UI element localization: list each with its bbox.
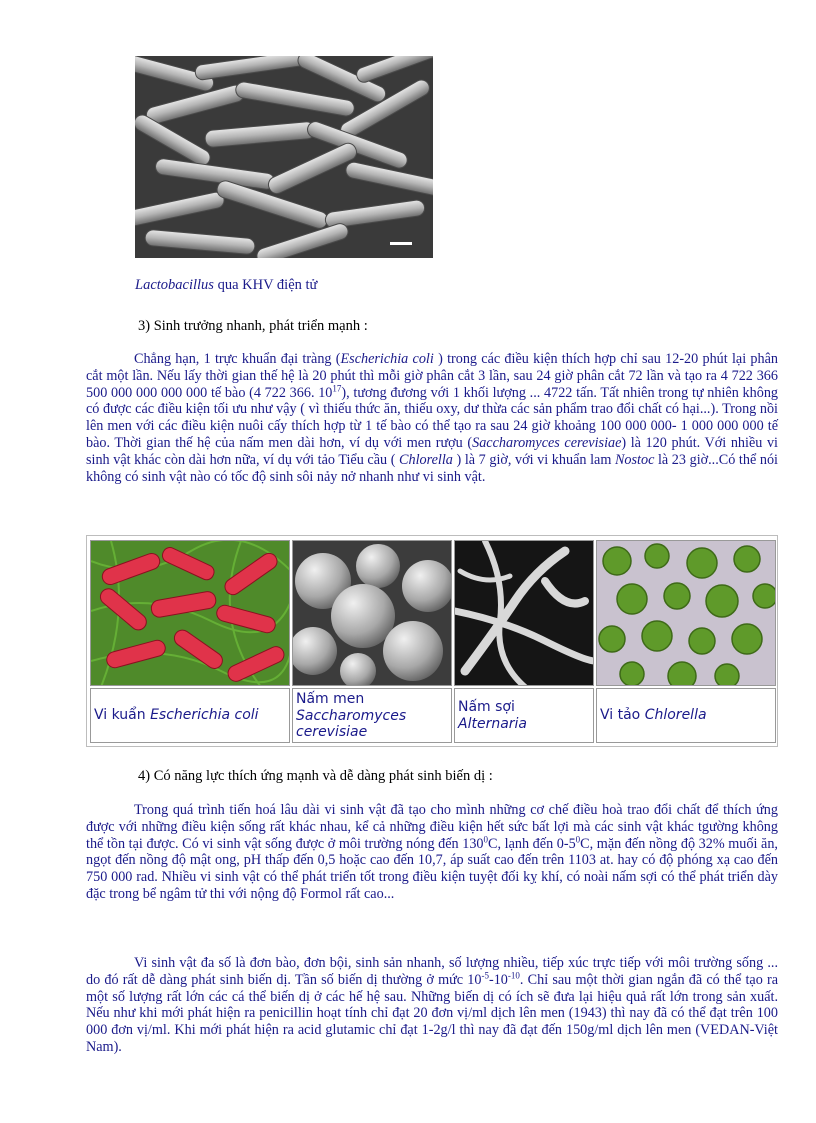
- image-caption: [135, 277, 317, 294]
- caption-ecoli: [90, 688, 290, 743]
- caption-chlorella-prefix: Vi tảo: [600, 707, 645, 724]
- s4p1-text-c: C, mặn đến nồng độ 32% muối ăn, ngọt đến nồng độ mật ong, pH thấp đến 0,5 hoặc cao đến 10,7, áp suất cao đến trên 1103 at. hay có độ phóng xạ cao đến 750 000 rad. Nhiều vi sinh vật có thể phát triển tốt trong điều kiện tuyệt đối kỵ khí, có noài nấm sợi có thể phát triển dày đặc trong bể ngâm tử thi với nộng độ Formol rất cao...: [86, 835, 778, 902]
- caption-saccharomyces: [292, 688, 452, 743]
- section4-heading: 4) Có năng lực thích ứng mạnh và dễ dàng phát sinh biến dị :: [138, 768, 493, 784]
- s3-species-nostoc: Nostoc: [614, 451, 655, 468]
- s4p1-degree-2: 0: [575, 833, 581, 844]
- chlorella-image: [596, 540, 776, 686]
- caption-text: qua KHV điện tử: [213, 277, 318, 293]
- caption-ecoli-prefix: Vi kuẩn: [94, 707, 151, 724]
- s3-species-chlorella: Chlorella: [399, 451, 453, 468]
- alternaria-image: [454, 540, 594, 686]
- microbe-gallery: [86, 535, 778, 747]
- s4p2-text-a: Vi sinh vật đa số là đơn bào, đơn bội, sinh sản nhanh, số lượng nhiều, tiếp xúc trực tiếp với môi trường sống ... do đó rất dễ dàng phát sinh biến dị. Tần số biến dị thường ở mức 10: [86, 955, 778, 988]
- s3-text-c: ), tương đương với 1 khối lượng ... 4722 tấn. Tất nhiên trong tự nhiên không có được các điều kiện tối ưu như vậy ( vì thiếu thức ăn, thiếu oxy, dư thừa các sản phẩm trao đổi chất có hại...). Trong nồi lên men với các điều kiện nuôi cấy thích hợp từ 1 tế bào có thể tạo ra sau 24 giờ khoảng 100 000 000- 1 000 000 000 tế bào. Thời gian thế hệ của nấm men dài hơn, ví dụ với men rượu (: [86, 384, 779, 451]
- caption-saccharomyces-species: Saccharomyces cerevisiae: [296, 707, 407, 740]
- section3-heading: 3) Sinh trưởng nhanh, phát triển mạnh :: [138, 318, 368, 334]
- caption-alternaria-prefix: Nấm sợi: [458, 699, 515, 715]
- s3-exponent: 17: [332, 382, 342, 393]
- s3-text-e: ) là 7 giờ, với vi khuẩn lam: [452, 451, 615, 468]
- section4-paragraph-1: [86, 802, 778, 903]
- s4p2-text-c: . Chỉ sau một thời gian ngắn đã có thể tạo ra một số lượng rất lớn các cá thể biến dị ở các hế hệ sau. Những biến dị có ích sẽ đưa lại hiệu quả rất lớn trong sản xuất. Nếu như khi mới phát hiện ra penicillin hoạt tính chỉ đạt 20 đơn vị/ml dịch lên men (1943) thì nay đã có thể đạt trên 100 000 đơn vị/ml. Khi mới phát hiện ra acid glutamic chỉ đạt 1-2g/l thì nay đã đạt đến 150g/ml dịch lên men (VEDAN-Việt Nam).: [86, 971, 779, 1055]
- caption-saccharomyces-prefix: Nấm men: [296, 691, 365, 707]
- s3-species-saccharomyces: Saccharomyces cerevisiae: [472, 434, 622, 451]
- s4p1-text-a: Trong quá trình tiến hoá lâu dài vi sinh vật đã tạo cho mình những cơ chế điều hoà trao đổi chất để thích ứng được với những điều kiện sống rất khác nhau, kể cả những điều kiện hết sức bất lợi mà các sinh vật khác tgường không thể tồn tại được. Có vi sinh vật sống được ở môi trường nóng đến 130: [86, 802, 778, 852]
- s3-text-a: Chẳng hạn, 1 trực khuẩn đại tràng (: [134, 351, 341, 367]
- caption-alternaria: [454, 688, 594, 743]
- saccharomyces-image: [292, 540, 452, 686]
- caption-species: Lactobacillus: [135, 277, 214, 293]
- s4p2-text-b: -10: [488, 971, 508, 988]
- s4p2-exponent-2: -10: [507, 970, 520, 981]
- s4p1-degree-1: 0: [483, 833, 489, 844]
- section3-paragraph: [86, 351, 778, 485]
- caption-chlorella-species: Chlorella: [644, 707, 707, 724]
- lactobacillus-sem-image: [135, 56, 433, 258]
- s4p2-exponent-1: -5: [481, 970, 489, 981]
- section4-paragraph-2: [86, 955, 778, 1056]
- s4p1-text-b: C, lạnh đến 0-5: [488, 835, 576, 852]
- s3-text-b: ) trong các điều kiện thích hợp chỉ sau 12-20 phút lại phân cắt một lần. Nếu lấy thời gian thế hệ là 20 phút thì mỗi giờ phân cắt 3 lần, sau 24 giờ phân cắt 72 lần và tạo ra 4 722 366 500 000 000 000 000 tế bào (4 722 366. 10: [86, 351, 778, 401]
- scale-bar: [390, 242, 412, 245]
- caption-chlorella: [596, 688, 776, 743]
- s3-text-f: là 23 giờ...Có thể nói không có sinh vật nào có tốc độ sinh sôi nảy nở nhanh như vi sinh vật.: [86, 451, 778, 485]
- ecoli-image: [90, 540, 290, 686]
- caption-ecoli-species: Escherichia coli: [150, 707, 259, 724]
- lactobacillus-illustration: [135, 56, 433, 258]
- caption-alternaria-species: Alternaria: [458, 715, 528, 732]
- s3-species-ecoli: Escherichia coli: [340, 351, 434, 367]
- s3-text-d: ) là 120 phút. Với nhiều vi sinh vật khác còn dài hơn nữa, ví dụ với tảo Tiểu cầu (: [86, 434, 778, 468]
